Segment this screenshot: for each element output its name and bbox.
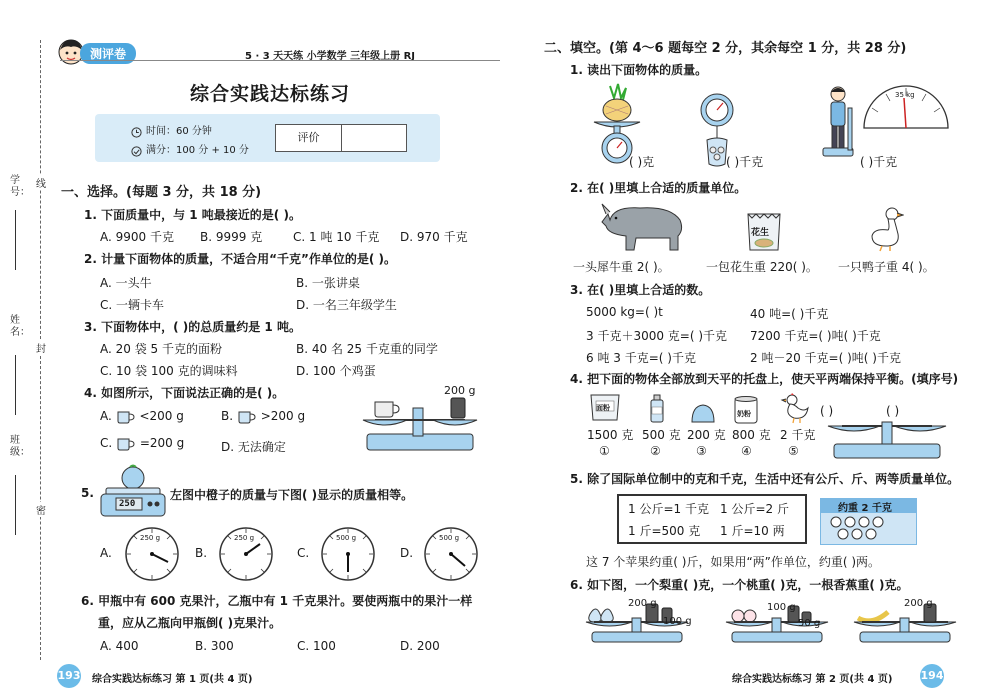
page-number: 193	[57, 664, 81, 688]
unit-box-1: 1 公斤=1 千克	[628, 502, 709, 516]
r-q1-blank1[interactable]: ( )克	[629, 155, 655, 169]
page-footer-right: 综合实践达标练习 第 2 页(共 4 页)	[732, 674, 893, 685]
r-q1-text: 1. 读出下面物体的质量。	[570, 63, 708, 77]
unit-box-4: 1 斤=10 两	[720, 524, 785, 538]
unit-box-2: 1 公斤=2 斤	[720, 502, 789, 516]
scale-display: 250	[119, 499, 136, 509]
item4-weight: 800 克	[732, 428, 771, 442]
check-icon	[131, 142, 142, 161]
item1-number: ①	[599, 444, 610, 458]
page-footer: 综合实践达标练习 第 1 页(共 4 页)	[92, 674, 253, 685]
q6-opt-c[interactable]: C. 100	[297, 639, 336, 653]
q4-text: 4. 如图所示，下面说法正确的是( )。	[84, 386, 285, 400]
chicken-icon	[780, 392, 812, 428]
q4-opt-a[interactable]	[100, 409, 184, 424]
r-q5-line[interactable]: 这 7 个苹果约重( )斤，如果用“两”作单位，约重( )两。	[586, 555, 881, 569]
apples-icon	[828, 516, 910, 544]
q3-opt-d[interactable]: D. 100 个鸡蛋	[296, 364, 376, 378]
section1-title: 一、选择。(每题 3 分，共 18 分)	[61, 185, 262, 200]
q1-opt-a[interactable]: A. 9900 千克	[100, 230, 174, 244]
q4-opt-c[interactable]	[100, 436, 184, 451]
bottle-icon	[648, 394, 666, 428]
q6-line1: 6. 甲瓶中有 600 克果汁，乙瓶中有 1 千克果汁。要使两瓶中的果汁一样	[81, 594, 473, 608]
q2-opt-a[interactable]: A. 一头牛	[100, 276, 152, 290]
q2-opt-b[interactable]: B. 一张讲桌	[296, 276, 360, 290]
page-title: 综合实践达标练习	[190, 83, 351, 105]
q4-c-value: =200 g	[139, 436, 185, 450]
margin-xingming: 姓名：	[10, 315, 30, 338]
pan-right-blank[interactable]: ( )	[886, 404, 900, 418]
q5-opt-d[interactable]: D.	[400, 546, 414, 560]
dial-a-label: 250 g	[140, 534, 161, 542]
q5-text: 左图中橙子的质量与下图( )显示的质量相等。	[170, 488, 414, 502]
margin-xuehao: 学号：	[10, 175, 30, 198]
q4-b-value: >200 g	[260, 409, 306, 423]
q4-c-letter: C.	[100, 436, 113, 450]
bag-label: 花生	[751, 228, 770, 238]
q5-num: 5.	[81, 486, 94, 500]
item2-number: ②	[650, 444, 661, 458]
r-q4-text: 4. 把下面的物体全部放到天平的托盘上，使天平两端保持平衡。(填序号)	[570, 372, 959, 386]
right-page	[500, 0, 1000, 691]
q6-line2: 重，应从乙瓶向甲瓶倒( )克果汁。	[98, 616, 282, 630]
item3-number: ③	[696, 444, 707, 458]
q6-weight-1: 200 g	[628, 598, 657, 609]
q6-weight-2: 100 g	[663, 616, 692, 627]
q4-a-letter: A.	[100, 409, 112, 423]
item3-weight: 200 克	[687, 428, 726, 442]
r-q1-blank3[interactable]: ( )千克	[860, 155, 898, 169]
q6-opt-b[interactable]: B. 300	[195, 639, 234, 653]
series-header: 5 · 3 天天练 小学数学 三年级上册 RJ	[245, 51, 416, 62]
q6-opt-d[interactable]: D. 200	[400, 639, 440, 653]
q6-weight-4: 50 g	[798, 618, 821, 629]
r-q3-r3b[interactable]: 2 吨－20 千克=( )吨( )千克	[750, 351, 901, 365]
q6-weight-3: 100 g	[767, 602, 796, 613]
q4-opt-d[interactable]: D. 无法确定	[221, 440, 286, 454]
cup-icon	[116, 437, 136, 451]
duck-icon	[868, 206, 904, 256]
person-scale-icon	[818, 84, 858, 168]
margin-xian: 线	[36, 175, 46, 190]
q3-opt-c[interactable]: C. 10 袋 100 克的调味料	[100, 364, 238, 378]
q4-balance-scale-right	[822, 412, 952, 466]
q3-text: 3. 下面物体中，( )的总质量约是 1 吨。	[84, 320, 301, 334]
q5-opt-c[interactable]: C.	[297, 546, 310, 560]
clock-icon	[131, 123, 142, 142]
q6-opt-a[interactable]: A. 400	[100, 639, 139, 653]
r-q3-r1b[interactable]: 40 吨=( )千克	[750, 307, 829, 321]
q1-opt-c[interactable]: C. 1 吨 10 千克	[293, 230, 380, 244]
margin-mi: 密	[36, 502, 46, 517]
q4-b-letter: B.	[221, 409, 234, 423]
time-label: 时间：60 分钟	[146, 126, 212, 137]
apple-box-label: 约重 2 千克	[838, 503, 892, 514]
dial-d-label: 500 g	[439, 534, 460, 542]
q1-opt-d[interactable]: D. 970 千克	[400, 230, 468, 244]
q4-opt-b[interactable]	[221, 409, 305, 424]
test-badge: 测评卷	[80, 43, 136, 64]
margin-banji: 班级：	[10, 435, 30, 458]
r-q6-text: 6. 如下图，一个梨重( )克，一个桃重( )克，一根香蕉重( )克。	[570, 578, 909, 592]
q1-text: 1. 下面质量中，与 1 吨最接近的是( )。	[84, 208, 301, 222]
q2-opt-c[interactable]: C. 一辆卡车	[100, 298, 165, 312]
r-q3-r1a[interactable]: 5000 kg=( )t	[586, 305, 663, 319]
cup-icon	[116, 410, 136, 424]
r-q2-text: 2. 在( )里填上合适的质量单位。	[570, 181, 747, 195]
flour-label: 面粉	[596, 404, 610, 412]
q5-opt-a[interactable]: A.	[100, 546, 112, 560]
r-q5-text: 5. 除了国际单位制中的克和千克，生活中还有公斤、斤、两等质量单位。	[570, 472, 960, 486]
bun-icon	[690, 402, 716, 428]
dial-c-label: 500 g	[336, 534, 357, 542]
info-box	[95, 114, 440, 162]
q4-a-value: <200 g	[139, 409, 184, 423]
q3-opt-b[interactable]: B. 40 名 25 千克重的同学	[296, 342, 438, 356]
q4-weight-label: 200 g	[444, 384, 476, 397]
r-q2-fill1[interactable]: 一头犀牛重 2( )。	[573, 260, 670, 274]
item5-weight: 2 千克	[780, 428, 816, 442]
dial-top-label: 35 kg	[895, 91, 915, 99]
item4-number: ④	[741, 444, 752, 458]
r-q3-r2a[interactable]: 3 千克＋3000 克=( )千克	[586, 329, 728, 343]
milk-label: 奶粉	[737, 410, 751, 418]
page-number-right: 194	[920, 664, 944, 688]
kitchen-scale-icon	[98, 464, 168, 524]
q3-opt-a[interactable]: A. 20 袋 5 千克的面粉	[100, 342, 222, 356]
dial-b-label: 250 g	[234, 534, 255, 542]
pan-left-blank[interactable]: ( )	[820, 404, 834, 418]
q6-weight-5: 200 g	[904, 598, 933, 609]
r-q3-text: 3. 在( )里填上合适的数。	[570, 283, 711, 297]
r-q2-fill3[interactable]: 一只鸭子重 4( )。	[838, 260, 935, 274]
r-q3-r2b[interactable]: 7200 千克=( )吨( )千克	[750, 329, 881, 343]
q5-opt-b[interactable]: B.	[195, 546, 208, 560]
unit-box-3: 1 斤=500 克	[628, 524, 701, 538]
rhino-icon	[600, 200, 690, 256]
item2-weight: 500 克	[642, 428, 681, 442]
q1-opt-b[interactable]: B. 9999 克	[200, 230, 263, 244]
q2-text: 2. 计量下面物体的质量，不适合用“千克”作单位的是( )。	[84, 252, 397, 266]
margin-feng: 封	[36, 340, 46, 355]
eval-label: 评价	[275, 124, 342, 152]
score-label: 满分：100 分 + 10 分	[146, 145, 249, 156]
cup-icon	[237, 410, 257, 424]
section2-title: 二、填空。(第 4～6 题每空 2 分，其余每空 1 分，共 28 分)	[544, 41, 907, 56]
r-q3-r3a[interactable]: 6 吨 3 千克=( )千克	[586, 351, 696, 365]
r-q1-blank2[interactable]: ( )千克	[726, 155, 764, 169]
item1-weight: 1500 克	[587, 428, 634, 442]
r-q2-fill2[interactable]: 一包花生重 220( )。	[706, 260, 818, 274]
eval-field[interactable]	[341, 124, 407, 152]
item5-number: ⑤	[788, 444, 799, 458]
q2-opt-d[interactable]: D. 一名三年级学生	[296, 298, 397, 312]
